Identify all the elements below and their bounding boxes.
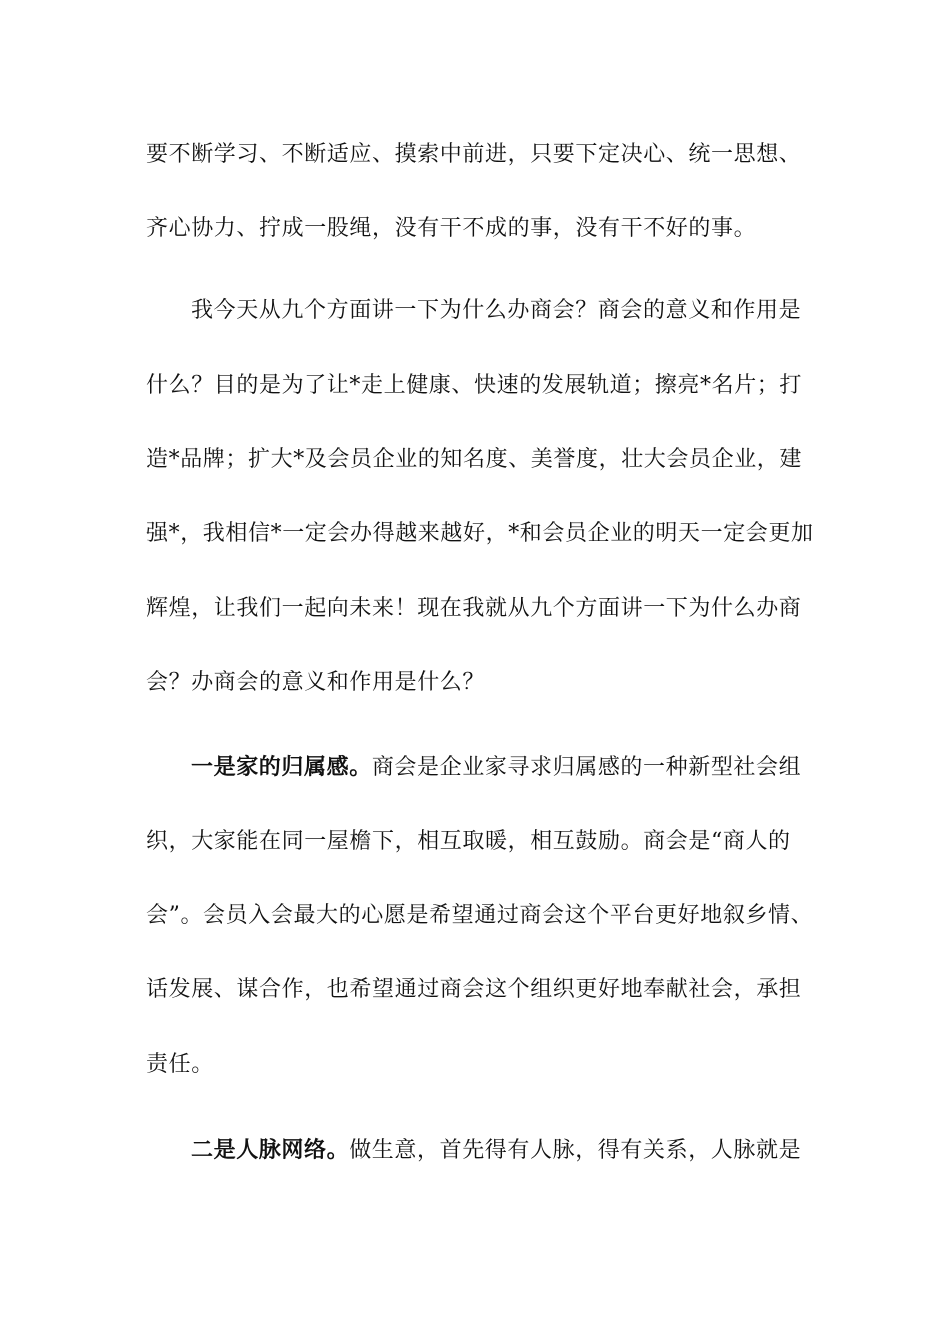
paragraph-2-line-6: 会？办商会的意义和作用是什么？: [146, 670, 486, 695]
paragraph-3-line-5: 责任。: [146, 1052, 214, 1077]
paragraph-3-line-3: 会”。会员入会最大的心愿是希望通过商会这个平台更好地叙乡情、: [146, 903, 814, 928]
paragraph-4-heading: 二是人脉网络。: [191, 1137, 350, 1163]
paragraph-2-line-3: 造*品牌；扩大*及会员企业的知名度、美誉度，壮大会员企业，建: [146, 447, 803, 472]
paragraph-2-line-2: 什么？目的是为了让*走上健康、快速的发展轨道；擦亮*名片；打: [146, 373, 803, 398]
paragraph-3-line-2: 织，大家能在同一屋檐下，相互取暖，相互鼓励。商会是“商人的: [146, 829, 791, 854]
paragraph-1-line-1: 要不断学习、不断适应、摸索中前进，只要下定决心、统一思想、: [146, 142, 802, 167]
paragraph-3-heading: 一是家的归属感。: [191, 754, 372, 780]
paragraph-2-line-1: 我今天从九个方面讲一下为什么办商会？商会的意义和作用是: [191, 298, 802, 323]
paragraph-2-line-5: 辉煌，让我们一起向未来！现在我就从九个方面讲一下为什么办商: [146, 596, 802, 621]
paragraph-1-line-2: 齐心协力、拧成一股绳，没有干不成的事，没有干不好的事。: [146, 216, 757, 241]
paragraph-3-line-1: [191, 747, 871, 787]
paragraph-2-line-4: 强*，我相信*一定会办得越来越好，*和会员企业的明天一定会更加: [146, 521, 814, 546]
paragraph-4-first-line-text: 做生意，首先得有人脉，得有关系，人脉就是: [349, 1138, 802, 1163]
paragraph-4-line-1: [191, 1130, 871, 1170]
paragraph-3-first-line-text: 商会是企业家寻求归属感的一种新型社会组: [371, 755, 802, 780]
paragraph-3-line-4: 话发展、谋合作，也希望通过商会这个组织更好地奉献社会，承担: [146, 977, 802, 1002]
